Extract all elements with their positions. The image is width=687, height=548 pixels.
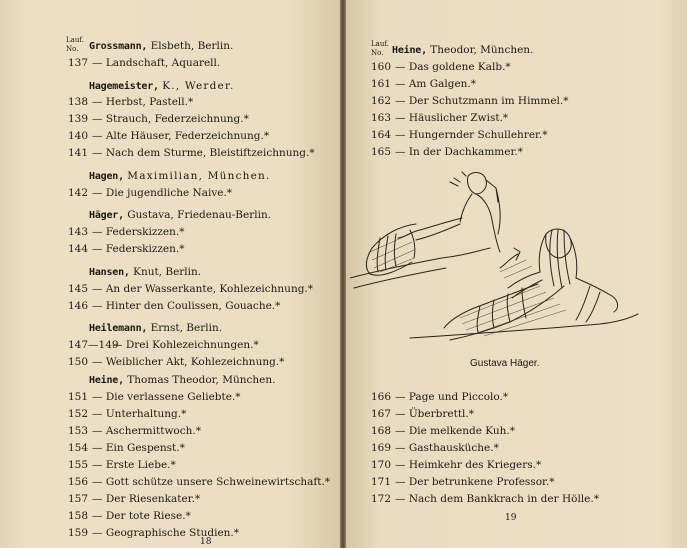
entry-number: 161 [371,78,392,90]
entry-number: 157 [68,493,89,505]
artist-heading [89,321,222,336]
no-label: No. [66,45,79,53]
entry-number: 172 [371,493,392,505]
artist-name: Hagemeister, [89,81,159,92]
entry-number: 155 [68,459,89,471]
artist-heading [89,39,233,54]
lauf-label: Lauf. [371,40,389,48]
pen-sketch-illustration [350,168,640,348]
entry-title: — Strauch, Federzeichnung.* [92,113,249,125]
entry-title: — Gasthausküche.* [395,442,499,454]
entry-number: 141 [68,147,89,159]
entry-number: 158 [68,510,89,522]
artist-heading [89,208,271,223]
entry-title: — Der Riesenkater.* [92,493,201,505]
entry-title: — Heimkehr des Kriegers.* [395,459,542,471]
entry-title: — Nach dem Sturme, Bleistiftzeichnung.* [92,147,315,159]
entry-number: 143 [68,226,89,238]
entry-title: — Häuslicher Zwist.* [395,112,509,124]
entry-number: 151 [68,391,89,403]
illustration-caption: Gustava Häger. [470,358,540,369]
artist-details: Maximilian, München. [127,170,271,182]
entry-number: 147—149 [68,339,119,351]
entry-title: — Überbrettl.* [395,408,474,420]
artist-details: Elsbeth, Berlin. [150,40,234,52]
entry-title: — Die jugendliche Naive.* [92,187,233,199]
entry-number: 152 [68,408,89,420]
entry-title: — In der Dachkammer.* [395,146,523,158]
entry-title: — Der betrunkene Professor.* [395,476,555,488]
entry-title: — An der Wasserkante, Kohlezeichnung.* [92,283,314,295]
entry-number: 144 [68,243,89,255]
entry-number: 165 [371,146,392,158]
entry-title: — Die verlassene Geliebte.* [92,391,241,403]
entry-number: 171 [371,476,392,488]
artist-name: Häger, [89,210,124,221]
artist-details: Ernst, Berlin. [150,322,223,334]
entry-number: 142 [68,187,89,199]
entry-number: 139 [68,113,89,125]
artist-heading [89,79,235,94]
entry-title: — Hungernder Schullehrer.* [395,129,548,141]
entry-title: — Der Schutzmann im Himmel.* [395,95,569,107]
entry-title: — Federskizzen.* [92,243,185,255]
entry-title: — Landschaft, Aquarell. [92,57,221,69]
artist-heading [89,169,271,184]
artist-heading [89,373,275,388]
entry-number: 156 [68,476,89,488]
page-number: 19 [505,513,517,523]
entry-number: 169 [371,442,392,454]
entry-number: 137 [68,57,89,69]
page-number: 18 [200,537,212,547]
artist-name: Hansen, [89,267,130,278]
entry-number: 150 [68,356,89,368]
entry-number: 170 [371,459,392,471]
entry-number: 162 [371,95,392,107]
artist-details: K., Werder. [162,80,235,92]
artist-name: Heine, [89,375,124,386]
entry-title: — Federskizzen.* [92,226,185,238]
entry-title: — Ein Gespenst.* [92,442,185,454]
entry-title: — Der tote Riese.* [92,510,191,522]
entry-title: — Drei Kohlezeichnungen.* [112,339,259,351]
entry-title: — Nach dem Bankkrach in der Hölle.* [395,493,599,505]
artist-details: Thomas Theodor, München. [127,374,276,386]
artist-name: Heine, [392,45,427,56]
artist-name: Hagen, [89,171,124,182]
entry-title: — Am Galgen.* [395,78,477,90]
entry-title: — Die melkende Kuh.* [395,425,516,437]
artist-details: Knut, Berlin. [133,266,202,278]
entry-number: 163 [371,112,392,124]
entry-number: 160 [371,61,392,73]
entry-title: — Page und Piccolo.* [395,391,509,403]
artist-heading [89,265,201,280]
entry-title: — Gott schütze unsere Schweinewirtschaft.* [92,476,331,488]
entry-number: 168 [371,425,392,437]
entry-title: — Das goldene Kalb.* [395,61,511,73]
entry-title: — Alte Häuser, Federzeichnung.* [92,130,270,142]
entry-title: — Hinter den Coulissen, Gouache.* [92,300,281,312]
entry-number: 140 [68,130,89,142]
lauf-label: Lauf. [66,36,84,44]
entry-number: 154 [68,442,89,454]
entry-number: 153 [68,425,89,437]
artist-heading [392,43,533,58]
entry-number: 146 [68,300,89,312]
artist-name: Grossmann, [89,41,148,52]
entry-number: 167 [371,408,392,420]
artist-details: Theodor, München. [430,44,534,56]
entry-title: — Unterhaltung.* [92,408,187,420]
entry-number: 164 [371,129,392,141]
entry-number: 166 [371,391,392,403]
no-label: No. [371,49,384,57]
artist-name: Heilemann, [89,323,148,334]
entry-number: 159 [68,527,89,539]
artist-details: Gustava, Friedenau-Berlin. [127,209,272,221]
entry-number: 138 [68,96,89,108]
entry-title: — Aschermittwoch.* [92,425,201,437]
entry-number: 145 [68,283,89,295]
entry-title: — Geographische Studien.* [92,527,240,539]
entry-title: — Herbst, Pastell.* [92,96,194,108]
entry-title: — Weiblicher Akt, Kohlezeichnung.* [92,356,285,368]
entry-title: — Erste Liebe.* [92,459,176,471]
